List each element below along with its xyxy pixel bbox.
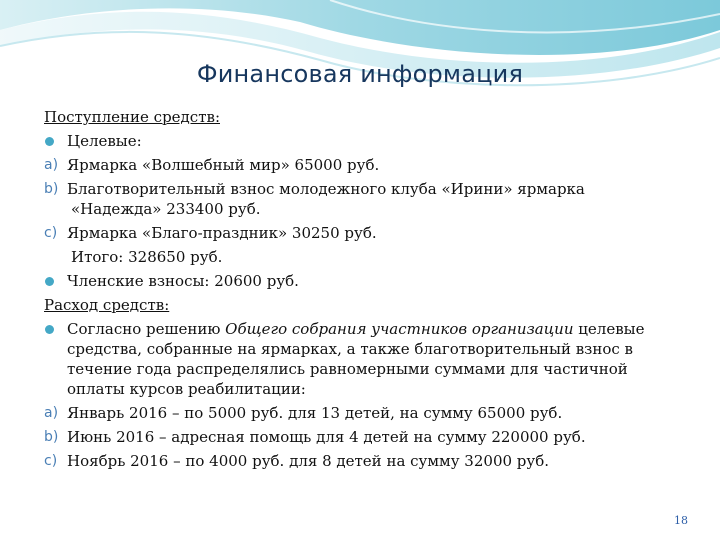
expense-heading: Расход средств:: [44, 296, 170, 314]
targeted-label: Целевые:: [67, 132, 142, 150]
total-line: Итого: 328650 руб.: [71, 248, 223, 266]
decision-italic: Общего собрания участников организации: [225, 320, 574, 338]
list-item-b-continuation: «Надежда» 233400 руб.: [71, 200, 261, 218]
page-number: 18: [674, 514, 688, 527]
header-wave-decoration: [0, 0, 720, 110]
income-heading: Поступление средств:: [44, 108, 220, 126]
slide-content: [44, 107, 684, 475]
list-item-text: Благотворительный взнос молодежного клуба «Ирини» ярмарка: [67, 180, 585, 198]
list-marker: c): [44, 225, 58, 241]
decision-bullet: [44, 319, 684, 339]
expense-item-b: [44, 427, 684, 447]
expense-text: Январь 2016 – по 5000 руб. для 13 детей, на сумму 65000 руб.: [67, 404, 563, 422]
list-item-b: [44, 179, 684, 199]
list-item-text: Ярмарка «Благо-праздник» 30250 руб.: [67, 224, 377, 242]
bullet-icon: [45, 325, 54, 334]
list-item-text: Ярмарка «Волшебный мир» 65000 руб.: [67, 156, 380, 174]
bullet-icon: [45, 277, 54, 286]
list-marker: a): [44, 405, 59, 421]
decision-line-3: течение года распределялись равномерными суммами для частичной: [67, 360, 628, 378]
expense-text: Ноябрь 2016 – по 4000 руб. для 8 детей на сумму 32000 руб.: [67, 452, 550, 470]
expense-item-c: [44, 451, 684, 471]
list-item-c: [44, 223, 684, 243]
list-item-a: [44, 155, 684, 175]
targeted-bullet: [44, 131, 684, 151]
decision-line-4: оплаты курсов реабилитации:: [67, 380, 306, 398]
decision-suffix: целевые: [573, 320, 645, 338]
expense-item-a: [44, 403, 684, 423]
slide-title: Финансовая информация: [196, 60, 524, 88]
list-marker: b): [44, 181, 59, 197]
decision-prefix: Согласно решению: [67, 320, 226, 338]
list-marker: b): [44, 429, 59, 445]
decision-line-2: средства, собранные на ярмарках, а также благотворительный взнос в: [67, 340, 634, 358]
membership-text: Членские взносы: 20600 руб.: [67, 272, 299, 290]
list-marker: c): [44, 453, 58, 469]
bullet-icon: [45, 137, 54, 146]
membership-bullet: [44, 271, 684, 291]
expense-text: Июнь 2016 – адресная помощь для 4 детей на сумму 220000 руб.: [67, 428, 586, 446]
list-marker: a): [44, 157, 59, 173]
